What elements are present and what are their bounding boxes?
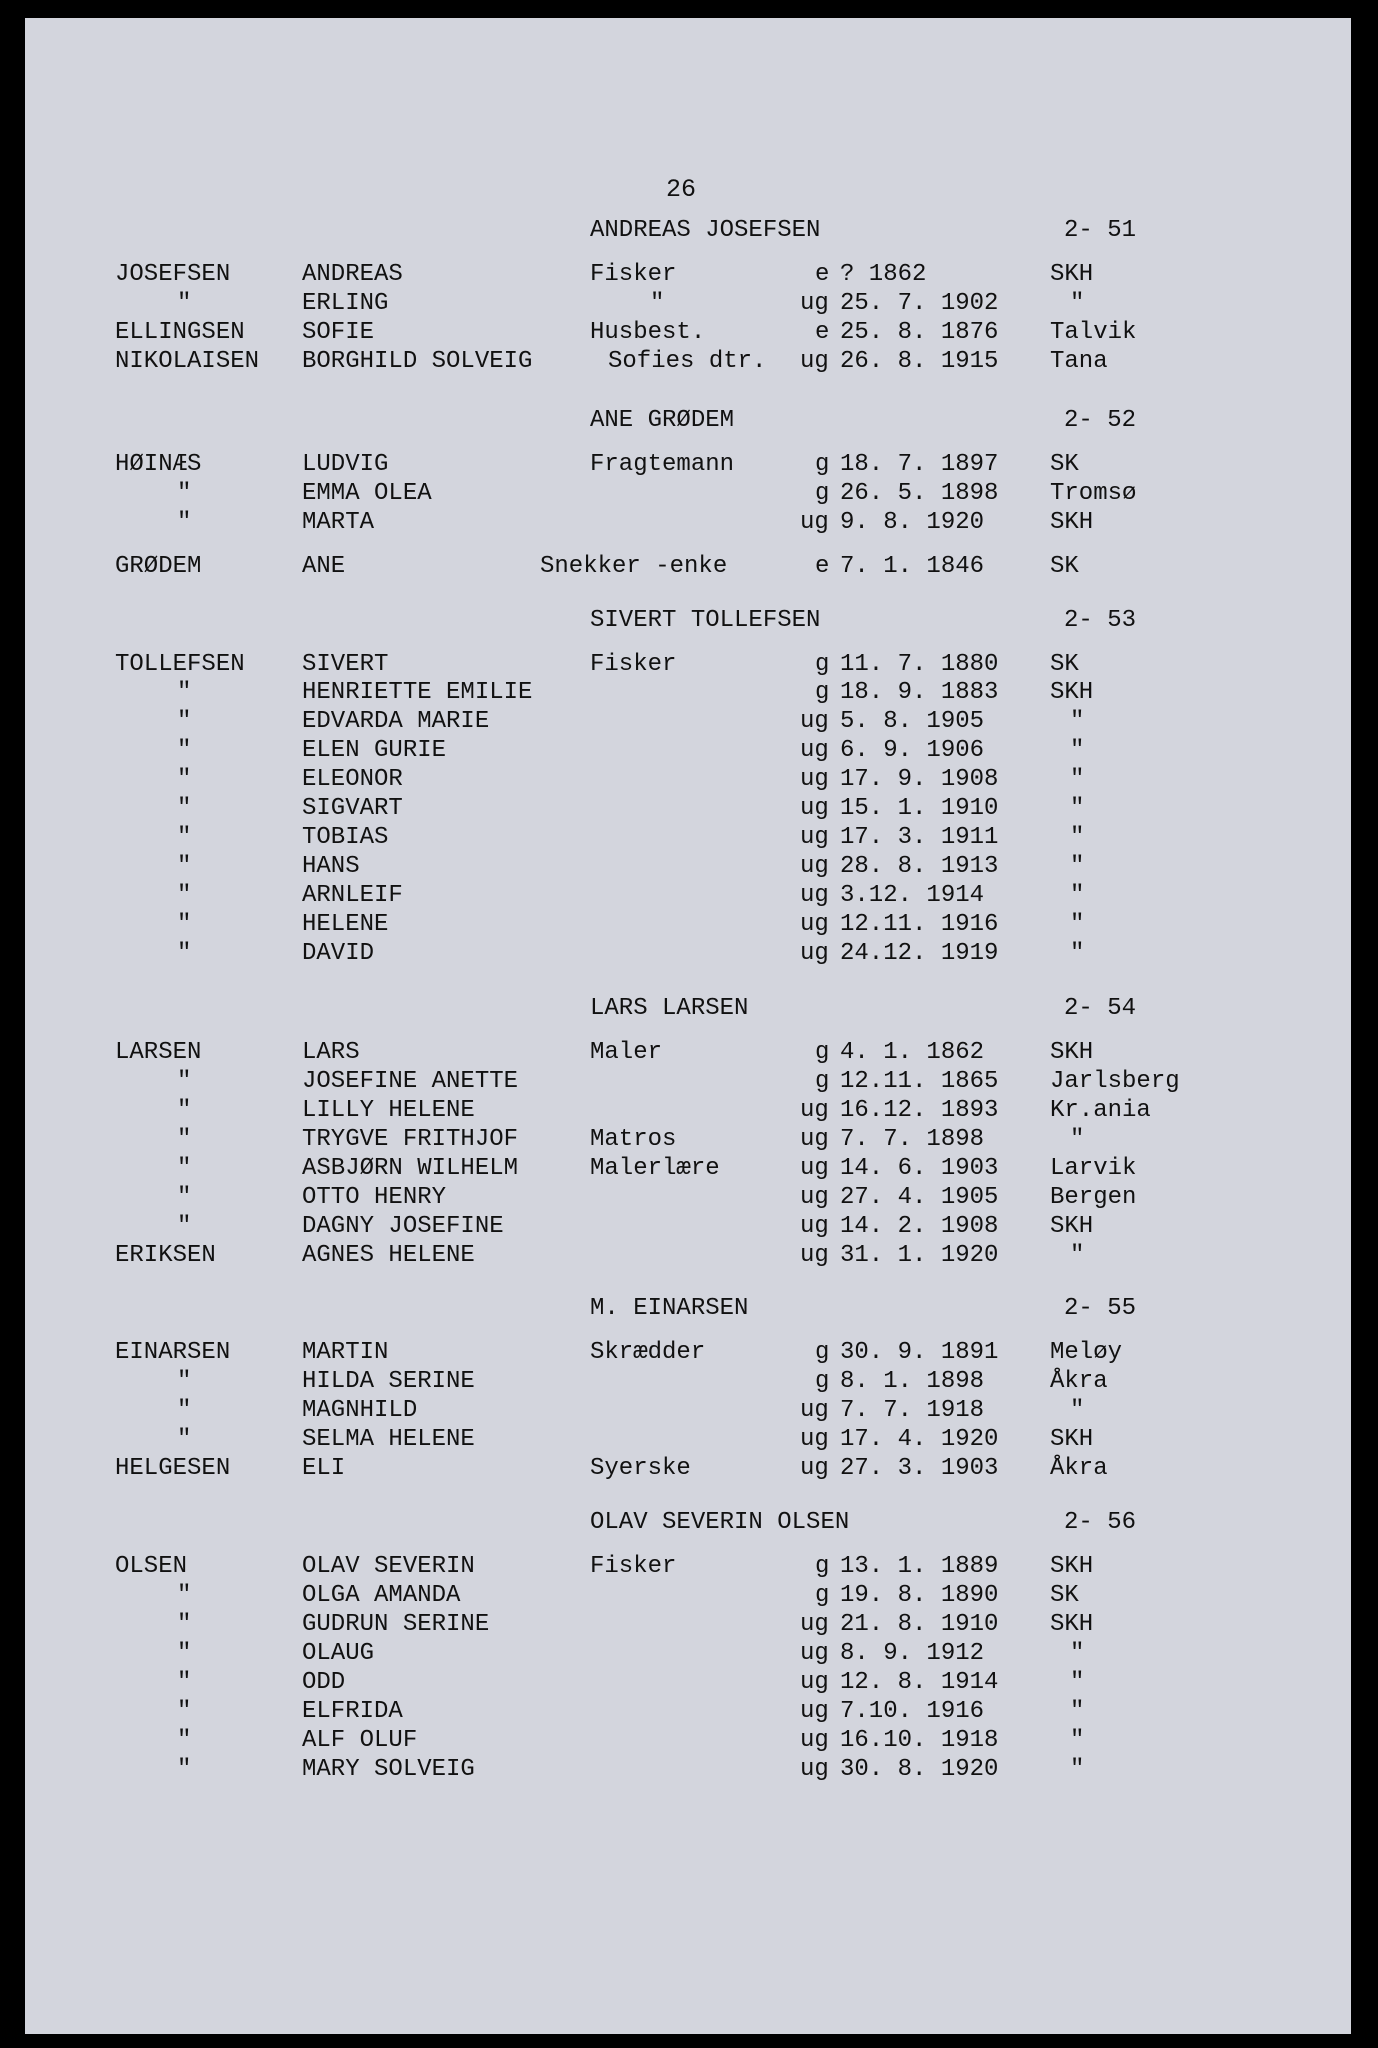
occupation: Matros [590,1126,677,1153]
birth-place: SKH [1050,1039,1094,1066]
birth-date: 6. 9. 1906 [840,737,985,764]
surname: " [177,1756,192,1783]
surname: " [177,480,192,507]
person-row [25,450,1351,479]
surname: " [177,1727,192,1754]
person-row [25,765,1351,794]
person-row [25,707,1351,736]
household-header [25,1294,1351,1323]
birth-place: SK [1050,553,1079,580]
marital-status: e [815,319,830,346]
given-name: JOSEFINE ANETTE [302,1068,519,1095]
given-name: ODD [302,1669,346,1696]
birth-date: 14. 2. 1908 [840,1213,999,1240]
birth-place: Tromsø [1050,480,1137,507]
person-row [25,794,1351,823]
surname: " [177,1669,192,1696]
given-name: ANE [302,553,346,580]
birth-place: SKH [1050,261,1094,288]
person-row [25,289,1351,318]
birth-place: Larvik [1050,1155,1137,1182]
person-row [25,1697,1351,1726]
birth-date: 19. 8. 1890 [840,1582,999,1609]
person-row [25,552,1351,581]
birth-place: Talvik [1050,319,1137,346]
occupation: Malerlære [590,1155,720,1182]
surname: " [177,737,192,764]
surname: " [177,1426,192,1453]
given-name: SELMA HELENE [302,1426,475,1453]
household-code: 2- 56 [1064,1509,1137,1536]
given-name: LILLY HELENE [302,1097,475,1124]
given-name: MARY SOLVEIG [302,1756,475,1783]
marital-status: ug [800,1640,829,1667]
birth-date: 30. 8. 1920 [840,1756,999,1783]
birth-date: 17. 4. 1920 [840,1426,999,1453]
surname: ELLINGSEN [115,319,245,346]
birth-date: 9. 8. 1920 [840,509,985,536]
given-name: DAVID [302,940,375,967]
surname: GRØDEM [115,553,202,580]
person-row [25,1125,1351,1154]
surname: " [177,509,192,536]
given-name: MAGNHILD [302,1397,418,1424]
birth-date: 27. 3. 1903 [840,1455,999,1482]
person-row [25,1367,1351,1396]
person-row [25,1610,1351,1639]
birth-date: 4. 1. 1862 [840,1039,985,1066]
marital-status: g [815,679,830,706]
person-row [25,881,1351,910]
birth-place: Åkra [1050,1455,1108,1482]
given-name: MARTA [302,509,375,536]
birth-place: SKH [1050,679,1094,706]
birth-place: SKH [1050,509,1094,536]
birth-date: 26. 8. 1915 [840,348,999,375]
marital-status: ug [800,348,829,375]
person-row [25,1338,1351,1367]
given-name: ARNLEIF [302,882,403,909]
marital-status: ug [800,1213,829,1240]
surname: " [177,1155,192,1182]
person-row [25,939,1351,968]
birth-place: " [1070,1698,1085,1725]
marital-status: g [815,1039,830,1066]
surname: LARSEN [115,1039,202,1066]
given-name: ELI [302,1455,346,1482]
surname: " [177,940,192,967]
birth-date: 14. 6. 1903 [840,1155,999,1182]
person-row [25,736,1351,765]
surname: JOSEFSEN [115,261,231,288]
birth-date: 16.12. 1893 [840,1097,999,1124]
surname: " [177,1611,192,1638]
birth-place: " [1070,1242,1085,1269]
surname: TOLLEFSEN [115,651,245,678]
marital-status: g [815,1368,830,1395]
person-row [25,1241,1351,1270]
birth-date: 26. 5. 1898 [840,480,999,507]
birth-place: " [1070,766,1085,793]
given-name: HELENE [302,911,389,938]
occupation: Fisker [590,1553,677,1580]
birth-place: " [1070,1727,1085,1754]
birth-place: SK [1050,451,1079,478]
occupation: Maler [590,1039,663,1066]
given-name: LUDVIG [302,451,389,478]
birth-place: " [1070,1756,1085,1783]
surname: " [177,1397,192,1424]
surname: " [177,1213,192,1240]
person-row [25,1726,1351,1755]
birth-date: 13. 1. 1889 [840,1553,999,1580]
marital-status: ug [800,1611,829,1638]
given-name: ASBJØRN WILHELM [302,1155,519,1182]
marital-status: ug [800,737,829,764]
marital-status: g [815,651,830,678]
birth-place: " [1070,1640,1085,1667]
given-name: ERLING [302,290,389,317]
birth-date: 3.12. 1914 [840,882,985,909]
surname: " [177,1068,192,1095]
birth-place: Meløy [1050,1339,1123,1366]
marital-status: ug [800,911,829,938]
person-row [25,1154,1351,1183]
birth-date: ? 1862 [840,261,927,288]
person-row [25,1755,1351,1784]
surname: HØINÆS [115,451,202,478]
household-code: 2- 53 [1064,607,1137,634]
occupation: Fragtemann [590,451,735,478]
birth-date: 24.12. 1919 [840,940,999,967]
marital-status: ug [800,1756,829,1783]
given-name: ANDREAS [302,261,403,288]
surname: " [177,679,192,706]
surname: " [177,1640,192,1667]
surname: HELGESEN [115,1455,231,1482]
occupation: Skrædder [590,1339,706,1366]
birth-place: SKH [1050,1213,1094,1240]
given-name: HILDA SERINE [302,1368,475,1395]
birth-date: 25. 7. 1902 [840,290,999,317]
birth-place: Jarlsberg [1050,1068,1180,1095]
marital-status: ug [800,1242,829,1269]
birth-date: 17. 3. 1911 [840,824,999,851]
birth-date: 7. 1. 1846 [840,553,985,580]
given-name: SOFIE [302,319,375,346]
birth-date: 8. 9. 1912 [840,1640,985,1667]
surname: " [177,708,192,735]
person-row [25,479,1351,508]
household-head-name: LARS LARSEN [590,995,749,1022]
occupation: Syerske [590,1455,691,1482]
household-head-name: SIVERT TOLLEFSEN [590,607,821,634]
birth-place: " [1070,290,1085,317]
marital-status: ug [800,1727,829,1754]
birth-place: " [1070,940,1085,967]
person-row [25,852,1351,881]
household-code: 2- 51 [1064,217,1137,244]
marital-status: ug [800,1155,829,1182]
surname: " [177,1126,192,1153]
birth-date: 27. 4. 1905 [840,1184,999,1211]
surname: " [177,911,192,938]
person-row [25,260,1351,289]
given-name: ELFRIDA [302,1698,403,1725]
birth-place: " [1070,795,1085,822]
birth-place: SK [1050,1582,1079,1609]
surname: OLSEN [115,1553,188,1580]
surname: " [177,1097,192,1124]
birth-place: " [1070,1669,1085,1696]
given-name: LARS [302,1039,360,1066]
birth-date: 12.11. 1865 [840,1068,999,1095]
marital-status: ug [800,509,829,536]
person-row [25,678,1351,707]
surname: NIKOLAISEN [115,348,260,375]
marital-status: g [815,1582,830,1609]
person-row [25,318,1351,347]
marital-status: ug [800,1097,829,1124]
given-name: ELEONOR [302,766,403,793]
marital-status: ug [800,290,829,317]
birth-place: " [1070,853,1085,880]
given-name: EMMA OLEA [302,480,432,507]
given-name: TOBIAS [302,824,389,851]
occupation: Husbest. [590,319,706,346]
birth-date: 25. 8. 1876 [840,319,999,346]
person-row [25,910,1351,939]
marital-status: g [815,1553,830,1580]
person-row [25,508,1351,537]
given-name: OLAV SEVERIN [302,1553,475,1580]
person-row [25,347,1351,376]
birth-place: SKH [1050,1553,1094,1580]
household-code: 2- 52 [1064,407,1137,434]
occupation: Fisker [590,651,677,678]
birth-place: " [1070,882,1085,909]
person-row [25,1668,1351,1697]
household-header [25,1508,1351,1537]
marital-status: ug [800,1669,829,1696]
document-page [25,18,1351,2034]
birth-place: Åkra [1050,1368,1108,1395]
marital-status: ug [800,1455,829,1482]
household-header [25,994,1351,1023]
birth-date: 12.11. 1916 [840,911,999,938]
given-name: ELEN GURIE [302,737,447,764]
marital-status: ug [800,766,829,793]
given-name: AGNES HELENE [302,1242,475,1269]
surname: " [177,1582,192,1609]
birth-place: SKH [1050,1426,1094,1453]
given-name: GUDRUN SERINE [302,1611,490,1638]
marital-status: ug [800,1426,829,1453]
person-row [25,1096,1351,1125]
household-head-name: ANDREAS JOSEFSEN [590,217,821,244]
marital-status: ug [800,1126,829,1153]
given-name: HANS [302,853,360,880]
birth-place: " [1070,1126,1085,1153]
birth-date: 11. 7. 1880 [840,651,999,678]
given-name: HENRIETTE EMILIE [302,679,533,706]
marital-status: ug [800,940,829,967]
marital-status: ug [800,708,829,735]
birth-place: " [1070,1397,1085,1424]
occupation: Snekker -enke [540,553,728,580]
birth-place: " [1070,708,1085,735]
household-head-name: OLAV SEVERIN OLSEN [590,1509,850,1536]
person-row [25,1183,1351,1212]
occupation: Fisker [590,261,677,288]
marital-status: g [815,1339,830,1366]
surname: " [177,853,192,880]
birth-date: 15. 1. 1910 [840,795,999,822]
household-code: 2- 54 [1064,995,1137,1022]
household-header [25,606,1351,635]
surname: " [177,882,192,909]
person-row [25,1552,1351,1581]
birth-date: 5. 8. 1905 [840,708,985,735]
birth-place: " [1070,824,1085,851]
birth-place: " [1070,911,1085,938]
given-name: SIGVART [302,795,403,822]
given-name: OTTO HENRY [302,1184,447,1211]
birth-place: " [1070,737,1085,764]
occupation: " [650,290,665,317]
birth-date: 7.10. 1916 [840,1698,985,1725]
given-name: BORGHILD SOLVEIG [302,348,533,375]
birth-place: Tana [1050,348,1108,375]
household-code: 2- 55 [1064,1295,1137,1322]
birth-date: 7. 7. 1898 [840,1126,985,1153]
surname: " [177,766,192,793]
person-row [25,650,1351,679]
person-row [25,1581,1351,1610]
surname: " [177,290,192,317]
birth-date: 17. 9. 1908 [840,766,999,793]
given-name: OLAUG [302,1640,375,1667]
marital-status: ug [800,824,829,851]
person-row [25,1639,1351,1668]
marital-status: ug [800,1184,829,1211]
surname: " [177,1698,192,1725]
given-name: DAGNY JOSEFINE [302,1213,504,1240]
birth-place: Kr.ania [1050,1097,1151,1124]
marital-status: g [815,1068,830,1095]
person-row [25,1454,1351,1483]
page-number: 26 [666,175,697,204]
birth-date: 18. 7. 1897 [840,451,999,478]
birth-date: 7. 7. 1918 [840,1397,985,1424]
given-name: SIVERT [302,651,389,678]
person-row [25,1425,1351,1454]
occupation: Sofies dtr. [608,348,767,375]
given-name: OLGA AMANDA [302,1582,461,1609]
birth-date: 18. 9. 1883 [840,679,999,706]
surname: " [177,1368,192,1395]
marital-status: e [815,261,830,288]
marital-status: ug [800,795,829,822]
marital-status: ug [800,853,829,880]
surname: " [177,1184,192,1211]
given-name: MARTIN [302,1339,389,1366]
person-row [25,1212,1351,1241]
birth-date: 21. 8. 1910 [840,1611,999,1638]
birth-date: 16.10. 1918 [840,1727,999,1754]
surname: ERIKSEN [115,1242,216,1269]
marital-status: ug [800,882,829,909]
household-head-name: ANE GRØDEM [590,407,735,434]
birth-date: 8. 1. 1898 [840,1368,985,1395]
given-name: TRYGVE FRITHJOF [302,1126,519,1153]
birth-place: SK [1050,651,1079,678]
marital-status: g [815,480,830,507]
birth-place: Bergen [1050,1184,1137,1211]
person-row [25,1396,1351,1425]
household-header [25,406,1351,435]
household-header [25,216,1351,245]
person-row [25,1067,1351,1096]
household-head-name: M. EINARSEN [590,1295,749,1322]
birth-date: 31. 1. 1920 [840,1242,999,1269]
person-row [25,823,1351,852]
surname: " [177,795,192,822]
given-name: ALF OLUF [302,1727,418,1754]
given-name: EDVARDA MARIE [302,708,490,735]
birth-place: SKH [1050,1611,1094,1638]
birth-date: 28. 8. 1913 [840,853,999,880]
marital-status: e [815,553,830,580]
birth-date: 12. 8. 1914 [840,1669,999,1696]
person-row [25,1038,1351,1067]
marital-status: ug [800,1698,829,1725]
surname: " [177,824,192,851]
birth-date: 30. 9. 1891 [840,1339,999,1366]
marital-status: g [815,451,830,478]
marital-status: ug [800,1397,829,1424]
surname: EINARSEN [115,1339,231,1366]
